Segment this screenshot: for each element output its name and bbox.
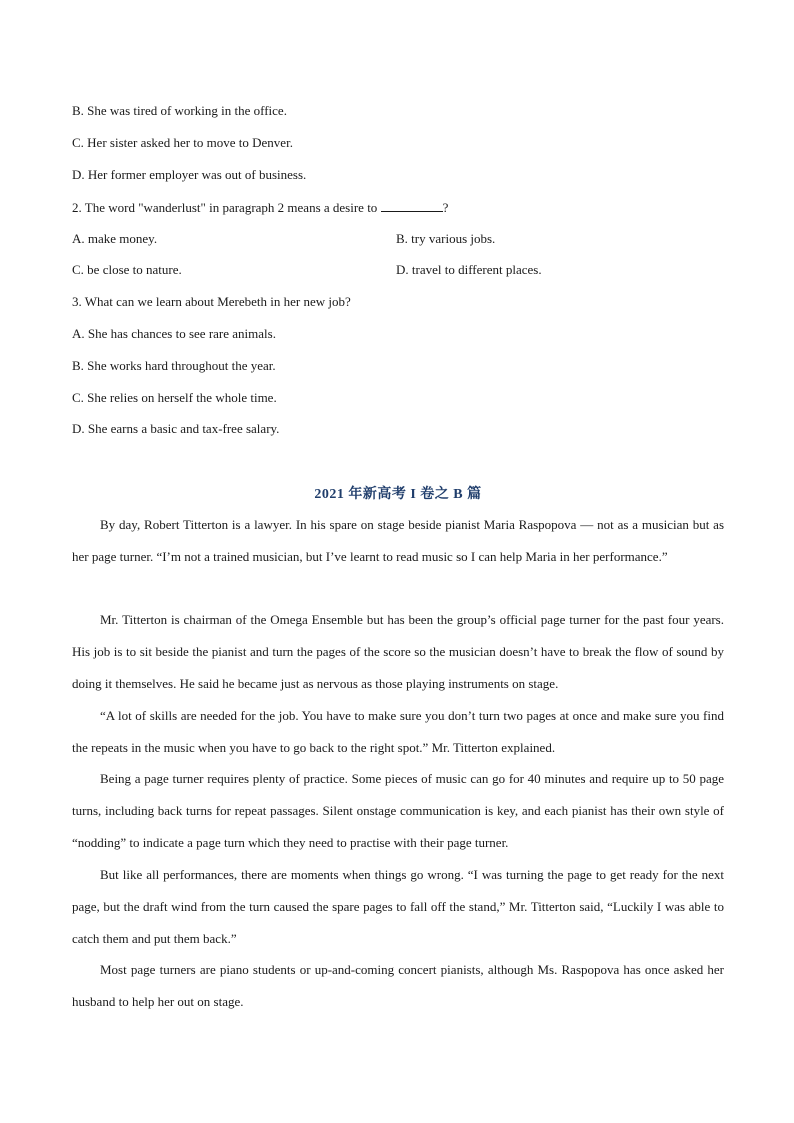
answer-blank xyxy=(381,199,443,212)
q3-option-c: C. She relies on herself the whole time. xyxy=(72,390,277,405)
section-title: 2021 年新高考 I 卷之 B 篇 xyxy=(314,487,482,502)
passage-paragraph-2: Mr. Titterton is chairman of the Omega Ensemble but has been the group’s official page turner for the past four years. His job is to sit beside the pianist and turn the pages of the score so the musician doesn’t have to break the flow of sound by doing it themselves. He said he became just as nervous as those playing instruments on stage. xyxy=(72,612,724,691)
q2-option-b: B. try various jobs. xyxy=(396,231,496,246)
passage-paragraph-1: By day, Robert Titterton is a lawyer. In his spare on stage beside pianist Maria Raspopova — not as a musician but as her page turner. “I’m not a trained musician, but I’ve learnt to read music so I can help Maria in her performance.” xyxy=(72,517,724,564)
q2-option-a: A. make money. xyxy=(72,231,158,246)
q3-option-b: B. She works hard throughout the year. xyxy=(72,358,276,373)
q1-option-c: C. Her sister asked her to move to Denver. xyxy=(72,135,293,150)
q1-option-b: B. She was tired of working in the office. xyxy=(72,103,287,118)
q3-option-d: D. She earns a basic and tax-free salary. xyxy=(72,421,280,436)
q2-option-c: C. be close to nature. xyxy=(72,262,182,277)
passage-paragraph-5: But like all performances, there are moments when things go wrong. “I was turning the page to get ready for the next page, but the draft wind from the turn caused the spare pages to fall off the stand,” Mr. Titterton said, “Luckily I was able to catch them and put them back.” xyxy=(72,867,724,946)
passage-paragraph-4: Being a page turner requires plenty of practice. Some pieces of music can go for 40 minutes and require up to 50 page turns, including back turns for repeat passages. Silent onstage communication is key, and each pianist has their own style of “nodding” to indicate a page turn which they need to practise with their page turner. xyxy=(72,771,724,850)
passage-paragraph-3: “A lot of skills are needed for the job. You have to make sure you don’t turn two pages at once and make sure you find the repeats in the music when you have to go back to the right spot.” Mr. Titterton explained. xyxy=(72,708,724,755)
q3-option-a: A. She has chances to see rare animals. xyxy=(72,326,276,341)
q2-option-d: D. travel to different places. xyxy=(396,262,542,277)
q1-option-d: D. Her former employer was out of business. xyxy=(72,167,307,182)
passage-paragraph-6: Most page turners are piano students or up-and-coming concert pianists, although Ms. Raspopova has once asked her husband to help her out on stage. xyxy=(72,962,724,1009)
q2-stem xyxy=(72,199,448,216)
q2-stem-end: ? xyxy=(442,200,449,215)
q3-stem: 3. What can we learn about Merebeth in her new job? xyxy=(72,294,351,309)
q2-stem-text: 2. The word "wanderlust" in paragraph 2 means a desire to xyxy=(72,200,381,215)
